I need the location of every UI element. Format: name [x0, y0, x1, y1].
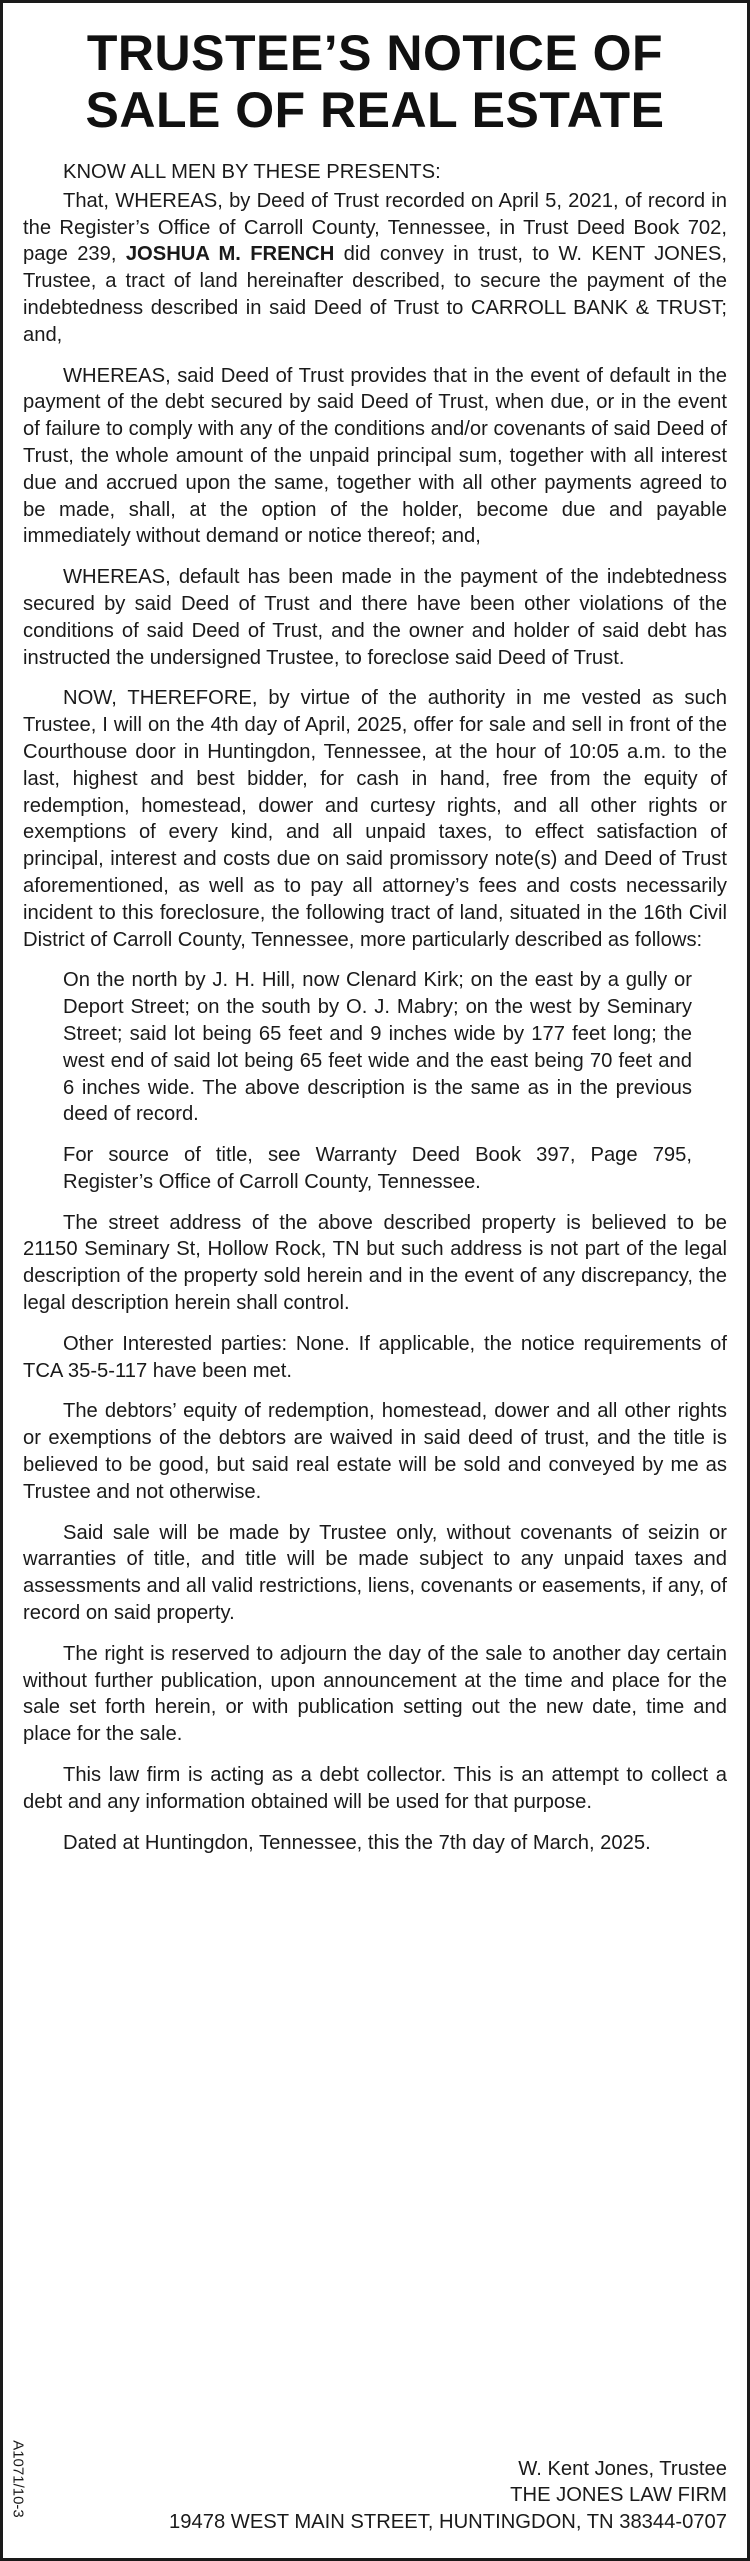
notice-body: [23, 159, 727, 1856]
paragraph-deed-of-trust: [23, 188, 727, 349]
deed-text-before: That, WHEREAS, by Deed of Trust recorded on April 5, 2021, of record in the Register’s Office of Carroll County, Tennessee, in Trust Deed Book 702, page 239,: [23, 189, 727, 266]
title-line-2: SALE OF REAL ESTATE: [85, 82, 665, 138]
deed-text-after: did convey in trust, to W. KENT JONES, Trustee, a tract of land hereinafter described, to secure the payment of the indebtedness described in said Deed of Trust to CARROLL BANK & TRUST; and,: [23, 243, 728, 346]
paragraph-no-warranties: Said sale will be made by Trustee only, without covenants of seizin or warranties of title, and title will be made subject to any unpaid taxes and assessments and all valid restrictions, liens, covenants or easements, if any, of record on said property.: [23, 1521, 727, 1625]
paragraph-equity-waiver: The debtors’ equity of redemption, homestead, dower and all other rights or exemptions of the debtors are waived in said deed of trust, and the title is believed to be good, but said real estate will be sold and conveyed by me as Trustee and not otherwise.: [23, 1400, 727, 1503]
paragraph-default-made: WHEREAS, default has been made in the payment of the indebtedness secured by said Deed of Trust and there have been other violations of the conditions of said Deed of Trust, and the owner and holder of said debt has instructed the undersigned Trustee, to foreclose said Deed of Trust.: [23, 566, 727, 669]
law-firm-name: THE JONES LAW FIRM: [510, 2484, 727, 2507]
paragraph-property-description: On the north by J. H. Hill, now Clenard Kirk; on the east by a gully or Deport Street; on the south by O. J. Mabry; on the west by Seminary Street; said lot being 65 feet and 9 inches wide by 177 feet long; the west end of said lot being 65 feet wide and the east being 70 feet and 6 inches wide. The above description is the same as in the previous deed of record.: [63, 969, 692, 1126]
paragraph-sale-terms: NOW, THEREFORE, by virtue of the authority in me vested as such Trustee, I will on the 4th day of April, 2025, offer for sale and sell in front of the Courthouse door in Huntingdon, Tennessee, at the hour of 10:05 a.m. to the last, highest and best bidder, for cash in hand, free from the equity of redemption, homestead, dower and curtesy rights, and all other rights or exemptions of every kind, and all unpaid taxes, to effect satisfaction of principal, interest and costs due on said promissory note(s) and Deed of Trust aforementioned, as well as to pay all attorney’s fees and costs necessarily incident to this foreclosure, the following tract of land, situated in the 16th Civil District of Carroll County, Tennessee, more particularly described as follows:: [23, 687, 727, 951]
grantor-name: JOSHUA M. FRENCH: [125, 243, 335, 266]
law-firm-address: 19478 WEST MAIN STREET, HUNTINGDON, TN 38344-0707: [169, 2511, 727, 2534]
paragraph-interested-parties: Other Interested parties: None. If applicable, the notice requirements of TCA 35-5-117 have been met.: [23, 1332, 727, 1382]
paragraph-adjournment: The right is reserved to adjourn the day of the sale to another day certain without further publication, upon announcement at the time and place for the sale set forth herein, or with publication setting out the new date, time and place for the sale.: [23, 1642, 727, 1746]
notice-title: [23, 25, 727, 139]
signature-block: [169, 2456, 727, 2536]
trustee-name: W. Kent Jones, Trustee: [518, 2457, 727, 2480]
paragraph-debt-collector: This law firm is acting as a debt collector. This is an attempt to collect a debt and any information obtained will be used for that purpose.: [23, 1764, 727, 1813]
paragraph-preamble: KNOW ALL MEN BY THESE PRESENTS:: [63, 161, 441, 183]
title-line-1: TRUSTEE’S NOTICE OF: [86, 25, 664, 81]
ad-code-text: A1071/10-3: [9, 2440, 27, 2518]
paragraph-default-provision: WHEREAS, said Deed of Trust provides that in the event of default in the payment of the debt secured by said Deed of Trust, when due, or in the event of failure to comply with any of the conditions and/or covenants of said Deed of Trust, the whole amount of the unpaid principal sum, together with all interest due and accrued upon the same, together with all other payments agreed to be made, shall, at the option of the holder, become due and payable immediately without demand or notice thereof; and,: [23, 364, 727, 548]
paragraph-source-of-title: For source of title, see Warranty Deed Book 397, Page 795, Register’s Office of Carroll County, Tennessee.: [63, 1144, 692, 1193]
paragraph-dated: Dated at Huntingdon, Tennessee, this the 7th day of March, 2025.: [63, 1831, 651, 1854]
paragraph-street-address: The street address of the above described property is believed to be 21150 Seminary St, Hollow Rock, TN but such address is not part of the legal description of the property sold herein and in the event of any discrepancy, the legal description herein shall control.: [23, 1211, 727, 1315]
ad-code-vertical: [7, 2424, 29, 2534]
